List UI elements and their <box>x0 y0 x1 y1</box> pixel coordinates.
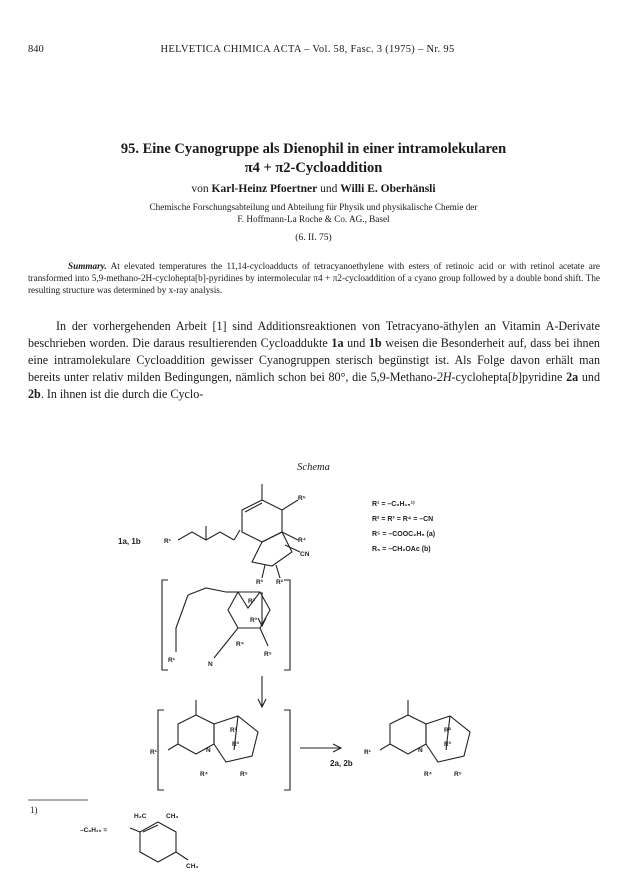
bracket-left-2 <box>158 710 164 790</box>
substituent-legend <box>372 500 435 553</box>
affiliation-line-2: F. Hoffmann-La Roche & Co. AG., Basel <box>237 214 390 224</box>
label-r5-prod: R⁵ <box>454 771 462 778</box>
title-line-2: π4 + π2-Cycloaddition <box>244 160 383 176</box>
summary-abstract <box>28 260 600 297</box>
body-text-1: In der vorhergehenden Arbeit [1] sind Additionsreaktionen von Tetracyano-äthylen an Vitamin A-Derivate beschrieben worden. Die daraus resultierenden Cycloaddukte <box>28 319 600 350</box>
label-r5-int: R⁵ <box>264 651 272 658</box>
label-r3-prod: R³ <box>444 741 451 748</box>
received-date: (6. II. 75) <box>295 233 332 243</box>
summary-lead: Summary. <box>68 261 107 271</box>
running-header <box>28 44 587 58</box>
compound-2a: 2a <box>566 370 579 384</box>
label-r2-s1: R² <box>276 579 283 586</box>
ring-lower <box>252 532 292 566</box>
label-r4-s1: R⁴ <box>298 537 306 544</box>
legend-line-2: R² = R³ = R⁴ = –CN <box>372 516 434 523</box>
legend-line-1: R¹ = –C₉H₁₅¹⁾ <box>372 501 415 508</box>
compound-label-1ab: 1a, 1b <box>118 537 141 546</box>
legend-line-3: R⁵ = –COOC₂H₅ (a) <box>372 531 436 538</box>
precursor-structure <box>150 700 290 790</box>
intermediate-structure <box>162 580 290 670</box>
label-r3-pre: R³ <box>232 741 239 748</box>
compound-1b: 1b <box>368 336 382 350</box>
footnote-formula <box>80 813 198 870</box>
authors <box>30 183 597 195</box>
body-text-2: weisen die Besonderheit auf, dass bei ihnen eine intramolekulare Cycloaddition gewisser Cyanogruppen sterisch begünstigt ist. Als Folge davon erhält man bereits unter relativ milden Bedingungen, nämlich schon bei 80°, die 5,9-Methano- <box>28 336 600 384</box>
label-r4-prod: R⁴ <box>424 771 432 778</box>
footnote-h3c: H₃C <box>134 813 147 820</box>
label-r1-pre: R¹ <box>150 749 157 756</box>
affiliation <box>40 201 587 225</box>
page-number: 840 <box>28 44 44 55</box>
body-und-1: und <box>347 336 366 350</box>
label-r3-int: R³ <box>250 617 257 624</box>
compound-2b: 2b <box>28 387 41 401</box>
chain-link <box>234 530 240 540</box>
int-cn-bond <box>214 628 238 658</box>
affiliation-line-1: Chemische Forschungsabteilung und Abteilung für Physik und physikalische Chemie der <box>149 202 478 212</box>
int-chain <box>188 588 226 595</box>
r1-bond-2 <box>168 744 178 750</box>
footnote-methyl-bond <box>176 852 188 860</box>
article-title <box>30 140 597 178</box>
r3-bond <box>262 565 265 578</box>
body-paragraph <box>28 318 600 403</box>
body-italic-2h: 2H <box>436 370 452 384</box>
body-und-2: und <box>581 370 600 384</box>
label-r2-prod: R² <box>444 727 451 734</box>
r4-bond-top <box>282 500 298 510</box>
label-r4-int: R⁴ <box>236 641 244 648</box>
ring-top <box>242 500 282 542</box>
compound-1a: 1a <box>331 336 344 350</box>
bracket-right <box>284 580 290 670</box>
summary-text: At elevated temperatures the 11,14-cycloadducts of tetracyanoethylene with esters of retinoic acid or with retinol acetate are transformed into 5,9-methano-2H-cyclohepta[b]-pyridines by intermolecular π4 + π2-cycloaddition of a cyano group followed by a double bond shift. The resulting structure was determined by x-ray analysis. <box>28 261 600 296</box>
author-2: Willi E. Oberhänsli <box>340 183 436 195</box>
r2-bond <box>276 565 280 578</box>
bracket-right-2 <box>284 710 290 790</box>
journal-header: HELVETICA CHIMICA ACTA – Vol. 58, Fasc. 3 (1975) – Nr. 95 <box>160 44 455 55</box>
footnote-ch3-b: CH₃ <box>186 863 199 870</box>
label-r5-pre: R⁵ <box>240 771 248 778</box>
label-r2-pre: R² <box>230 727 237 734</box>
reaction-scheme <box>0 470 627 889</box>
body-text-5: . In ihnen ist die durch die Cyclo- <box>40 387 204 401</box>
footnote-ring <box>140 822 176 862</box>
label-cn-s1: CN <box>300 551 310 558</box>
bridged-ring <box>214 716 258 762</box>
product-r1-bond <box>380 744 390 750</box>
compound-label-2ab: 2a, 2b <box>330 759 353 768</box>
schema-label: Schema <box>297 462 330 473</box>
body-text-3: -cyclohepta[ <box>451 370 512 384</box>
label-r1-s1: R¹ <box>164 538 171 545</box>
label-n-prod: N <box>418 747 423 754</box>
label-n-int: N <box>208 661 213 668</box>
footnote-lhs: –C₉H₁₅ = <box>80 827 108 834</box>
authors-prefix: von <box>191 183 209 195</box>
author-1: Karl-Heinz Pfoertner <box>211 183 318 195</box>
reaction-arrow-1 <box>258 592 266 626</box>
label-r5-s1: R⁵ <box>298 495 306 502</box>
legend-line-4: R₅ = –CH₂OAc (b) <box>372 546 431 553</box>
title-line-1: 95. Eine Cyanogruppe als Dienophil in einer intramolekularen <box>120 141 507 157</box>
authors-conj: und <box>320 183 338 195</box>
cn-bond <box>285 545 300 552</box>
label-n-pre: N <box>206 747 211 754</box>
footnote-attach-bond <box>130 828 140 832</box>
footnote-marker: 1) <box>30 805 38 815</box>
int-chain-down <box>176 595 188 652</box>
body-italic-b: b <box>511 370 519 384</box>
label-r1-int: R¹ <box>168 657 175 664</box>
reaction-arrow-3 <box>300 744 341 752</box>
product-bridged-ring <box>426 716 470 762</box>
label-r3-s1: R³ <box>256 579 263 586</box>
footnote-ch3-a: CH₃ <box>166 813 179 820</box>
body-text-4: ]pyridine <box>518 370 563 384</box>
product-structure <box>330 700 470 778</box>
label-r1-prod: R¹ <box>364 749 371 756</box>
label-r2-int: R² <box>248 598 255 605</box>
label-r4-pre: R⁴ <box>200 771 208 778</box>
reaction-arrow-2 <box>258 676 266 707</box>
structure-1 <box>118 484 310 586</box>
int-r5-bond <box>260 628 268 646</box>
